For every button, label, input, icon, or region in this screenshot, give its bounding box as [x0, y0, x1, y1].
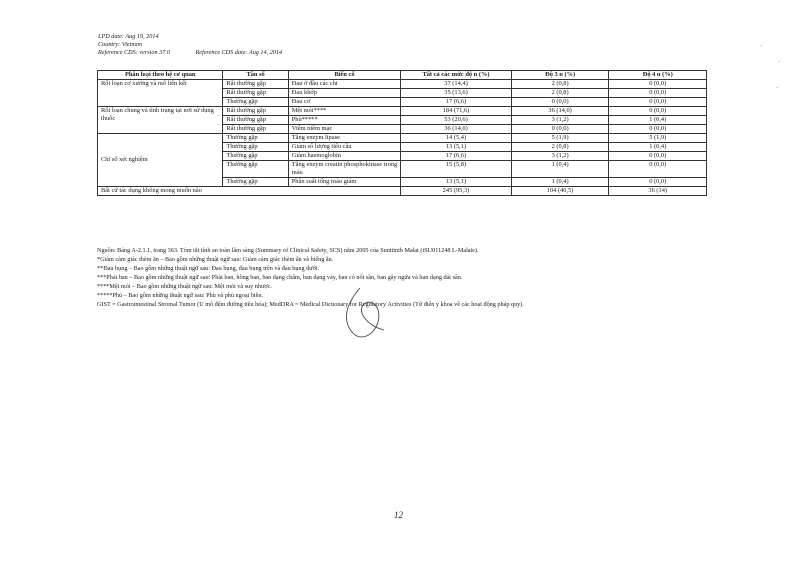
- grade3-cell: 1 (0,4): [511, 178, 609, 187]
- scan-mark: ·: [760, 42, 763, 50]
- event-cell: Đau ở đầu các chi: [288, 80, 400, 89]
- frequency-cell: Thường gặp: [223, 178, 288, 187]
- event-cell: Mệt mỏi****: [288, 107, 400, 116]
- frequency-cell: Rất thường gặp: [223, 80, 288, 89]
- event-cell: Đau cơ: [288, 98, 400, 107]
- event-cell: Phù*****: [288, 116, 400, 125]
- frequency-cell: Rất thường gặp: [223, 116, 288, 125]
- event-cell: Giảm haemoglobin: [288, 152, 400, 161]
- col-organ-header: Phân loại theo hệ cơ quan: [98, 71, 223, 80]
- event-cell: Phân suất tống máu giảm: [288, 178, 400, 187]
- grade3-cell: 2 (0,8): [511, 89, 609, 98]
- grade4-cell: 0 (0,0): [609, 80, 707, 89]
- all-grades-cell: 36 (14,0): [401, 125, 512, 134]
- frequency-cell: Rất thường gặp: [223, 107, 288, 116]
- grade3-cell: 5 (1,9): [511, 134, 609, 143]
- cds-date: Reference CDS date: Aug 14, 2014: [195, 49, 283, 56]
- footnote: ****Mệt mỏi – Bao gồm những thuật ngữ sau: Mệt mỏi và suy nhược.: [97, 283, 272, 290]
- total-all-grades-cell: 245 (95,3): [401, 187, 512, 196]
- lpd-date: LPD date: Aug 19, 2014: [98, 33, 159, 40]
- all-grades-cell: 17 (6,6): [401, 98, 512, 107]
- footnote-abbreviations: GIST = Gastrointestinal Stromal Tumor (U mô đệm đường tiêu hóa); MedDRA = Medical Dictionary for Regulatory Activities (Từ điển y khoa về các hoạt động pháp quy).: [97, 301, 524, 308]
- event-cell: Tăng enzym lipase: [288, 134, 400, 143]
- all-grades-cell: 53 (20,6): [401, 116, 512, 125]
- footnote: *****Phù – Bao gồm những thuật ngữ sau: Phù và phù ngoại biên.: [97, 292, 264, 299]
- event-cell: Tăng enzym creatin phosphokinase trong máu: [288, 161, 400, 178]
- footnote: *Giảm cảm giác thèm ăn – Bao gồm những thuật ngữ sau: Giảm cảm giác thèm ăn và biếng ăn.: [97, 256, 334, 263]
- all-grades-cell: 13 (5,1): [401, 178, 512, 187]
- col-event-header: Biến cố: [288, 71, 400, 80]
- grade3-cell: 0 (0,0): [511, 98, 609, 107]
- frequency-cell: Thường gặp: [223, 161, 288, 178]
- grade4-cell: 0 (0,0): [609, 125, 707, 134]
- signature-scribble: [338, 286, 390, 346]
- total-grade4-cell: 36 (14): [609, 187, 707, 196]
- frequency-cell: Thường gặp: [223, 143, 288, 152]
- all-grades-cell: 184 (71,6): [401, 107, 512, 116]
- col-frequency-header: Tần số: [223, 71, 288, 80]
- grade4-cell: 0 (0,0): [609, 107, 707, 116]
- grade4-cell: 0 (0,0): [609, 178, 707, 187]
- organ-class-cell: Rối loạn chung và tình trạng tại nơi sử dụng thuốc: [98, 107, 223, 134]
- scan-mark: ·: [778, 58, 781, 66]
- frequency-cell: Rất thường gặp: [223, 125, 288, 134]
- grade3-cell: 36 (14,0): [511, 107, 609, 116]
- all-grades-cell: 37 (14,4): [401, 80, 512, 89]
- total-label-cell: Bất cứ tác dụng không mong muốn nào: [98, 187, 401, 196]
- all-grades-cell: 17 (6,6): [401, 152, 512, 161]
- col-grade3-header: Độ 3 n (%): [511, 71, 609, 80]
- grade4-cell: 0 (0,0): [609, 98, 707, 107]
- document-header: [98, 33, 306, 57]
- grade4-cell: 1 (0,4): [609, 143, 707, 152]
- all-grades-cell: 15 (5,8): [401, 161, 512, 178]
- grade4-cell: 1 (0,4): [609, 116, 707, 125]
- footnotes: [97, 246, 737, 309]
- col-all-grades-header: Tất cả các mức độ n (%): [401, 71, 512, 80]
- all-grades-cell: 35 (13,6): [401, 89, 512, 98]
- table-row: [98, 80, 707, 89]
- col-grade4-header: Độ 4 n (%): [609, 71, 707, 80]
- grade3-cell: 3 (1,2): [511, 116, 609, 125]
- country: Country: Vietnam: [98, 41, 143, 48]
- adverse-events-table: [97, 70, 707, 196]
- table-row: [98, 107, 707, 116]
- footnote: ***Phát ban – Bao gồm những thuật ngữ sau: Phát ban, hồng ban, ban dạng chấm, ban dạng vảy, ban có nốt sần, ban gây ngứa và ban dạng dát sần.: [97, 274, 463, 281]
- event-cell: Đau khớp: [288, 89, 400, 98]
- all-grades-cell: 13 (5,1): [401, 143, 512, 152]
- page-number: 12: [394, 510, 403, 520]
- total-grade3-cell: 104 (40,5): [511, 187, 609, 196]
- event-cell: Viêm niêm mạc: [288, 125, 400, 134]
- grade3-cell: 1 (0,4): [511, 161, 609, 178]
- footnote: **Đau bụng – Bao gồm những thuật ngữ sau: Đau bụng, đau bụng trên và đau bụng dưới.: [97, 265, 320, 272]
- all-grades-cell: 14 (5,4): [401, 134, 512, 143]
- footnote-source: Nguồn: Bảng A-2.1.1, trang 363. Tóm tắt tính an toàn lâm sàng (Summary of Clinical Safety, SCS) năm 2005 của Sunitinib Malat (tSU011248 L-Malate).: [97, 247, 479, 254]
- grade4-cell: 0 (0,0): [609, 89, 707, 98]
- grade4-cell: 5 (1,9): [609, 134, 707, 143]
- table-header-row: [98, 71, 707, 80]
- table-row: [98, 134, 707, 143]
- grade3-cell: 2 (0,8): [511, 80, 609, 89]
- grade3-cell: 3 (1,2): [511, 152, 609, 161]
- frequency-cell: Rất thường gặp: [223, 89, 288, 98]
- grade4-cell: 0 (0,0): [609, 161, 707, 178]
- grade3-cell: 2 (0,8): [511, 143, 609, 152]
- event-cell: Giảm số lượng tiểu cầu: [288, 143, 400, 152]
- grade3-cell: 0 (0,0): [511, 125, 609, 134]
- scan-mark: ·: [776, 84, 779, 92]
- frequency-cell: Thường gặp: [223, 152, 288, 161]
- total-row: [98, 187, 707, 196]
- frequency-cell: Thường gặp: [223, 134, 288, 143]
- frequency-cell: Thường gặp: [223, 98, 288, 107]
- cds-version: Reference CDS: version 37.0: [98, 49, 170, 56]
- organ-class-cell: Rối loạn cơ xương và mô liên kết: [98, 80, 223, 107]
- organ-class-cell: Chỉ số xét nghiệm: [98, 134, 223, 187]
- grade4-cell: 0 (0,0): [609, 152, 707, 161]
